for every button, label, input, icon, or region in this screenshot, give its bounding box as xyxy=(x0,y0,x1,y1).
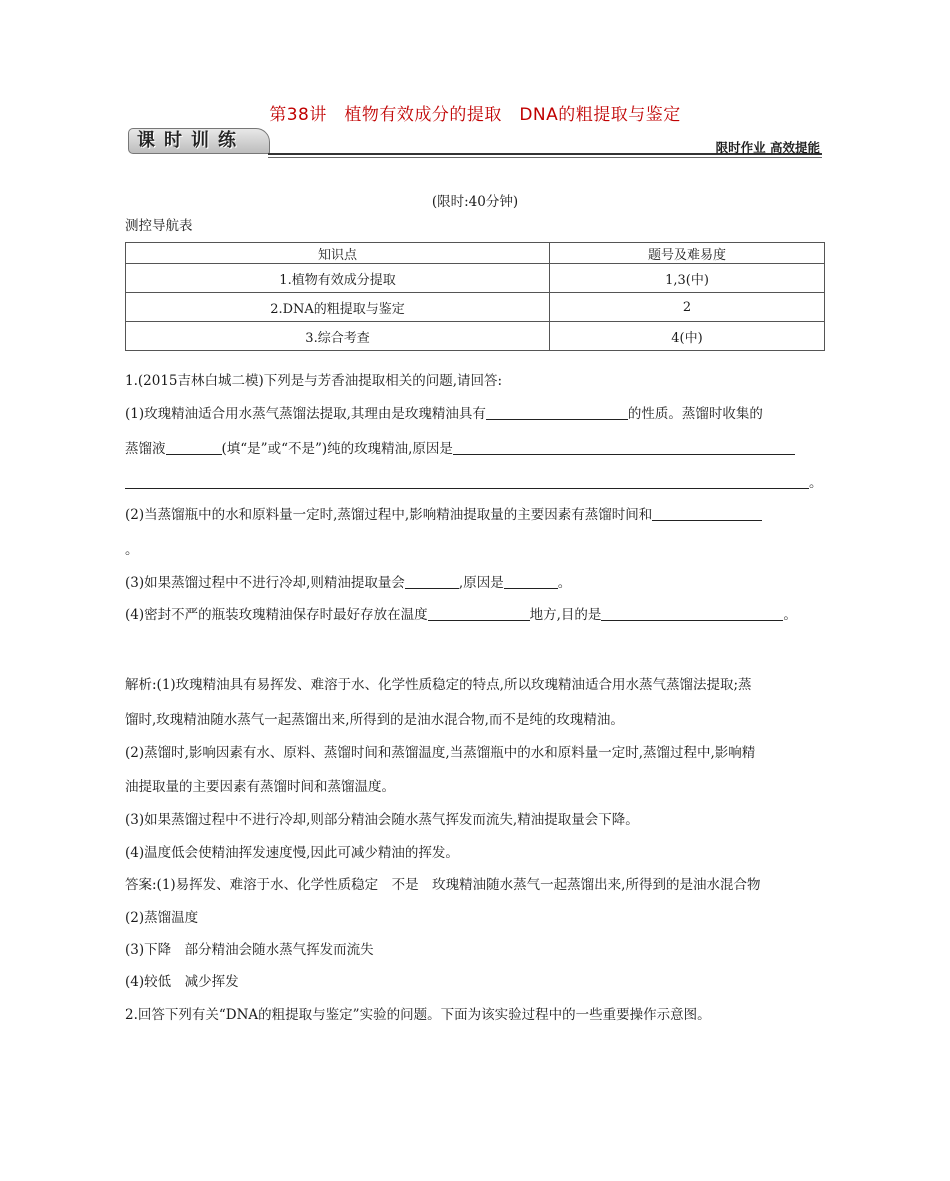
q1-text: (1)玫瑰精油适合用水蒸气蒸馏法提取,其理由是玫瑰精油具有 xyxy=(125,406,486,422)
answer-line: (3)下降 部分精油会随水蒸气挥发而流失 xyxy=(125,942,374,958)
page-title: 第38讲 植物有效成分的提取 DNA的粗提取与鉴定 xyxy=(269,105,681,125)
table-header-row xyxy=(126,243,825,264)
table-cell: 2 xyxy=(550,293,825,322)
q2-stem: 2.回答下列有关“DNA的粗提取与鉴定”实验的问题。下面为该实验过程中的一些重要操作示意图。 xyxy=(125,1007,711,1023)
q1-part4 xyxy=(125,603,797,623)
q1-end-mark: 。 xyxy=(809,475,823,491)
banner-badge: 课时训练 xyxy=(128,128,270,154)
table-cell: 3.综合考查 xyxy=(126,322,550,351)
q1-end-mark: 。 xyxy=(783,607,797,623)
answer-blank[interactable] xyxy=(601,606,783,621)
q1-end-mark: 。 xyxy=(557,575,572,591)
q1-part2-line1 xyxy=(125,503,762,523)
q1-part1-line2 xyxy=(125,437,795,457)
answer-blank[interactable] xyxy=(405,574,459,589)
q1-text: (2)当蒸馏瓶中的水和原料量一定时,蒸馏过程中,影响精油提取量的主要因素有蒸馏时间和 xyxy=(125,507,653,523)
nav-table xyxy=(125,242,825,351)
lesson-banner xyxy=(128,128,822,158)
answer-blank[interactable] xyxy=(166,440,222,455)
q1-text: 地方,目的是 xyxy=(529,607,602,623)
table-cell: 2.DNA的粗提取与鉴定 xyxy=(126,293,550,322)
q1-text: 蒸馏液 xyxy=(125,441,166,457)
analysis-line: (2)蒸馏时,影响因素有水、原料、蒸馏时间和蒸馏温度,当蒸馏瓶中的水和原料量一定时,蒸馏过程中,影响精 xyxy=(125,745,756,761)
q1-text: (填“是”或“不是”)纯的玫瑰精油,原因是 xyxy=(221,441,453,457)
answer-line: 答案:(1)易挥发、难溶于水、化学性质稳定 不是 玫瑰精油随水蒸气一起蒸馏出来,所得到的是油水混合物 xyxy=(125,877,761,893)
answer-line: (2)蒸馏温度 xyxy=(125,910,199,926)
answer-blank[interactable] xyxy=(652,506,762,521)
analysis-line: 油提取量的主要因素有蒸馏时间和蒸馏温度。 xyxy=(125,779,395,795)
analysis-line: (4)温度低会使精油挥发速度慢,因此可减少精油的挥发。 xyxy=(125,845,459,861)
answer-blank[interactable] xyxy=(125,474,809,489)
analysis-line: 馏时,玫瑰精油随水蒸气一起蒸馏出来,所得到的是油水混合物,而不是纯的玫瑰精油。 xyxy=(125,712,624,728)
table-row xyxy=(126,293,825,322)
q1-part2-line2: 。 xyxy=(125,542,139,558)
table-header: 题号及难易度 xyxy=(550,243,825,264)
banner-subtitle: 限时作业 高效提能 xyxy=(715,140,820,155)
q1-text: (3)如果蒸馏过程中不进行冷却,则精油提取量会 xyxy=(125,575,405,591)
answer-blank[interactable] xyxy=(428,606,530,621)
answer-blank[interactable] xyxy=(504,574,558,589)
q1-part1-line1 xyxy=(125,402,763,422)
table-row xyxy=(126,264,825,293)
table-cell: 1,3(中) xyxy=(550,264,825,293)
time-limit: (限时:40分钟) xyxy=(431,194,519,210)
answer-blank[interactable] xyxy=(486,405,628,420)
banner-rule-thin xyxy=(268,157,822,158)
q1-text: ,原因是 xyxy=(458,575,504,591)
table-row xyxy=(126,322,825,351)
answer-line: (4)较低 减少挥发 xyxy=(125,974,239,990)
analysis-line: 解析:(1)玫瑰精油具有易挥发、难溶于水、化学性质稳定的特点,所以玫瑰精油适合用水蒸气蒸馏法提取;蒸 xyxy=(125,677,752,693)
table-cell: 4(中) xyxy=(550,322,825,351)
table-cell: 1.植物有效成分提取 xyxy=(126,264,550,293)
q1-part3 xyxy=(125,571,571,591)
answer-blank[interactable] xyxy=(453,440,795,455)
q1-stem: 1.(2015吉林白城二模)下列是与芳香油提取相关的问题,请回答: xyxy=(125,373,503,389)
table-header: 知识点 xyxy=(126,243,550,264)
q1-text: 的性质。蒸馏时收集的 xyxy=(627,406,763,422)
analysis-line: (3)如果蒸馏过程中不进行冷却,则部分精油会随水蒸气挥发而流失,精油提取量会下降。 xyxy=(125,812,639,828)
q1-text: (4)密封不严的瓶装玫瑰精油保存时最好存放在温度 xyxy=(125,607,428,623)
q1-part1-line3 xyxy=(125,471,823,491)
nav-table-caption: 测控导航表 xyxy=(125,218,193,234)
